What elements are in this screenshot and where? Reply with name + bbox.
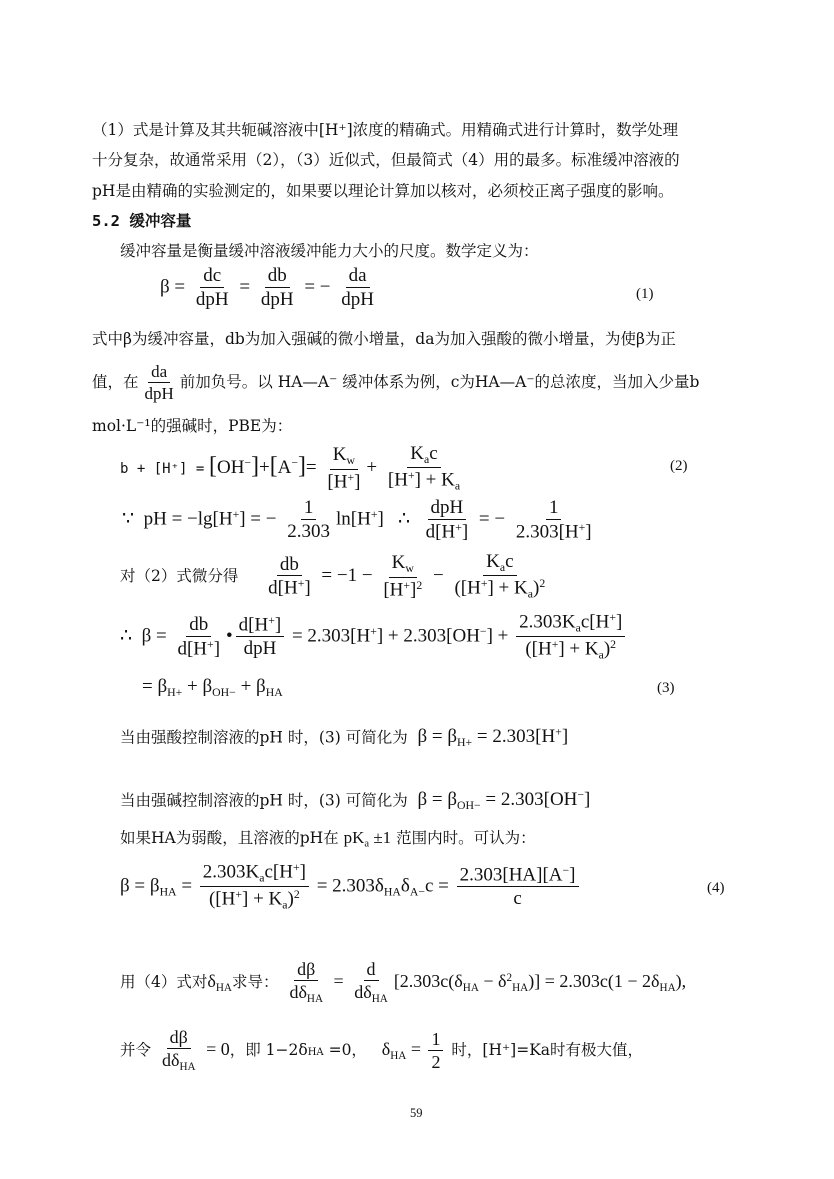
equation-2: b + [H⁺] = [OH−]+[A−]= $\frac{K_w}{[H^+]}$ + $\frac{K_ac}{[H^+] + K_a}$	[120, 443, 461, 494]
derivative-line: 用（4）式对$\delta_{HA}$求导： $\frac{d\beta}{d\delta_{HA}}$ = $\frac{d}{d\delta_{HA}}$ $[2.303c(\delta_{HA} - \delta^2_{HA})] = 2.303c(1 - 2\delta_{HA})$,	[120, 959, 687, 1005]
strong-base-line: 当由强碱控制溶液的pH 时，(3) 可简化为 $\beta = \beta_{OH-} = 2.303[OH^-]$	[120, 789, 591, 813]
equation-3: ∴ β = $\frac{db}{d[H^+]}$ • $\frac{d[H^+]}{\text{dpH}}$ = 2.303[H+] + 2.303[OH−] + $\frac{2.303K_ac[H^+]}{([H^+] + K_a)^2}$	[120, 612, 628, 662]
equation-number-4: (4)	[707, 880, 725, 896]
section-number: 5.2	[92, 212, 120, 230]
paragraph-3-line-1: 式中β为缓冲容量，db为加入强碱的微小增量，da为加入强酸的微小增量，为使β为正	[92, 330, 676, 348]
equation-number-3: (3)	[657, 680, 675, 696]
condition-line: 并令 $\frac{d\beta}{d\delta_{HA}}$ = 0，即 1−2δHA =0， $\delta_{HA}$ = $\frac{1}{2}$ 时，[H⁺]=Ka时有极大值，	[120, 1027, 644, 1073]
section-title: 缓冲容量	[129, 212, 192, 230]
paragraph-3-line-2: 值，在 $\frac{da}{\text{dpH}}$ 前加负号。以 HA—A⁻ 缓冲体系为例，c为HA—A⁻的总浓度，当加入少量b	[92, 362, 700, 403]
equation-1: β = $\frac{dc}{\text{dpH}}$ = $\frac{db}{\text{dpH}}$ = − $\frac{da}{\text{dpH}}$	[160, 265, 374, 310]
equation-ph-definition: ∵ pH = −lg[H+] = − $\frac{1}{2.303}$ ln[H+] ∴ $\frac{\text{dpH}}{d[H^+]}$ = − $\frac{1}{2.303[H^+]}$	[122, 497, 592, 543]
equation-number-2: (2)	[670, 458, 688, 474]
page-number: 59	[410, 1106, 423, 1120]
equation-4: $\beta = \beta_{HA}$ = $\frac{2.303K_ac[H^+]}{([H^+] + K_a)^2}$ = $2.303\delta_{HA}\delta_{A-}c$ = $\frac{2.303[HA][A^-]}{c}$	[120, 862, 582, 912]
paragraph-2-line-1: 缓冲容量是衡量缓冲溶液缓冲能力大小的尺度。数学定义为：	[120, 242, 539, 260]
strong-acid-line: 当由强酸控制溶液的pH 时，(3) 可简化为 $\beta = \beta_{H+} = 2.303[H^+]$	[120, 726, 569, 750]
section-heading	[92, 209, 191, 231]
paragraph-1-line-3: pH是由精确的实验测定的，如果要以理论计算加以核对，必须校正离子强度的影响。	[92, 182, 674, 200]
equation-derivative: 对（2）式微分得 $\frac{db}{d[H^+]}$ = −1 − $\frac{K_w}{[H^+]^2}$ − $\frac{K_ac}{([H^+] + K_a)^2}$	[120, 551, 546, 602]
equation-number-1: (1)	[636, 286, 654, 302]
paragraph-3-line-3: mol·L⁻¹的强碱时，PBE为：	[92, 417, 293, 435]
weak-acid-line: 如果HA为弱酸，且溶液的pH在 $pK_a \pm 1$ 范围内时。可认为：	[120, 828, 536, 850]
equation-3-sum: = $\beta_{H+} + \beta_{OH-} + \beta_{HA}$	[142, 676, 283, 700]
paragraph-1-line-1: （1）式是计算及其共轭碱溶液中[H⁺]浓度的精确式。用精确式进行计算时，数学处理	[92, 121, 679, 139]
paragraph-1-line-2: 十分复杂，故通常采用（2），（3）近似式，但最简式（4）用的最多。标准缓冲溶液的	[92, 151, 680, 169]
